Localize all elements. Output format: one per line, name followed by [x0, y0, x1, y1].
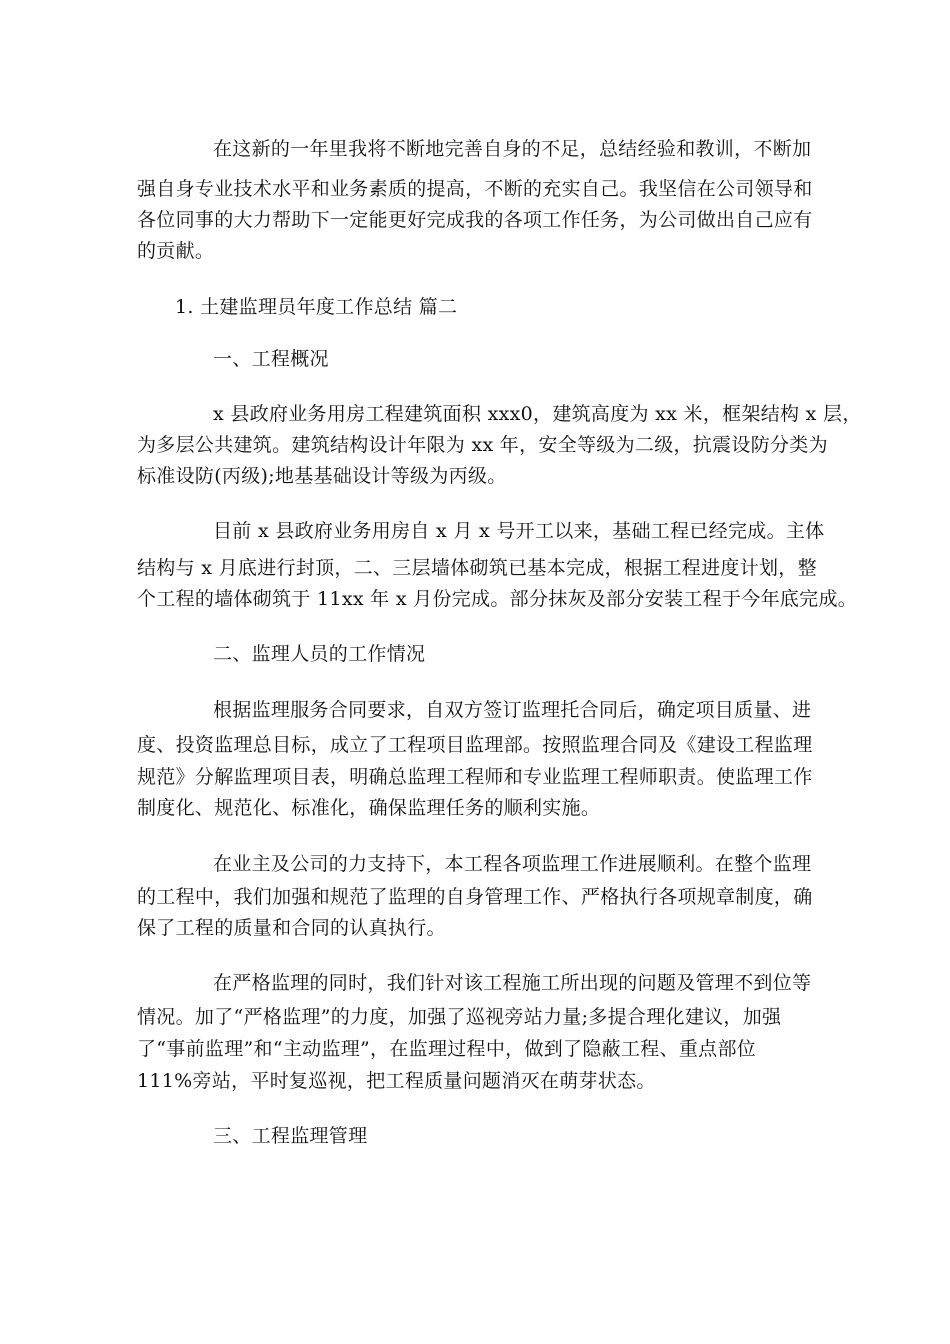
paragraph-line: 规范》分解监理项目表，明确总监理工程师和专业监理工程师职责。使监理工作	[137, 766, 813, 788]
paragraph-line: 制度化、规范化、标准化，确保监理任务的顺利实施。	[137, 797, 601, 819]
paragraph-line: 的工程中，我们加强和规范了监理的自身管理工作、严格执行各项规章制度，确	[137, 886, 813, 908]
paragraph-line: 度、投资监理总目标，成立了工程项目监理部。按照监理合同及《建设工程监理	[137, 734, 813, 756]
paragraph-line: 在这新的一年里我将不断地完善自身的不足，总结经验和教训，不断加	[213, 138, 812, 160]
paragraph-line: 强自身专业技术水平和业务素质的提高，不断的充实自己。我坚信在公司领导和	[137, 178, 813, 200]
paragraph-line: 目前 x 县政府业务用房自 x 月 x 号开工以来，基础工程已经完成。主体	[213, 520, 825, 542]
subheading-supervisor-work: 二、监理人员的工作情况	[213, 643, 426, 665]
subheading-project-overview: 一、工程概况	[213, 348, 329, 370]
paragraph-line: 根据监理服务合同要求，自双方签订监理托合同后，确定项目质量、进	[213, 699, 812, 721]
paragraph-line: 为多层公共建筑。建筑结构设计年限为 xx 年，安全等级为二级，抗震设防分类为	[137, 434, 828, 456]
paragraph-line: 了“事前监理”和“主动监理”，在监理过程中，做到了隐蔽工程、重点部位	[137, 1038, 757, 1060]
paragraph-line: 在业主及公司的力支持下，本工程各项监理工作进展顺利。在整个监理	[213, 853, 812, 875]
paragraph-line: 结构与 x 月底进行封顶，二、三层墙体砌筑已基本完成，根据工程进度计划，整	[137, 557, 817, 579]
subheading-supervision-management: 三、工程监理管理	[213, 1125, 368, 1147]
paragraph-line: 各位同事的大力帮助下一定能更好完成我的各项工作任务，为公司做出自己应有	[137, 209, 813, 231]
paragraph-line: 在严格监理的同时，我们针对该工程施工所出现的问题及管理不到位等	[213, 972, 812, 994]
paragraph-line: 情况。加了“严格监理”的力度，加强了巡视旁站力量;多提合理化建议，加强	[137, 1006, 782, 1028]
paragraph-line: 保了工程的质量和合同的认真执行。	[137, 917, 446, 939]
paragraph-line: x 县政府业务用房工程建筑面积 xxx0，建筑高度为 xx 米，框架结构 x 层，	[213, 403, 862, 425]
paragraph-line: 的贡献。	[137, 240, 215, 262]
paragraph-line: 标准设防(丙级);地基基础设计等级为丙级。	[137, 465, 507, 487]
section-heading: 1. 土建监理员年度工作总结 篇二	[175, 296, 458, 318]
paragraph-line: 个工程的墙体砌筑于 11xx 年 x 月份完成。部分抹灰及部分安装工程于今年底完成。	[137, 588, 858, 610]
paragraph-line: 111%旁站，平时复巡视，把工程质量问题消灭在萌芽状态。	[137, 1070, 656, 1092]
